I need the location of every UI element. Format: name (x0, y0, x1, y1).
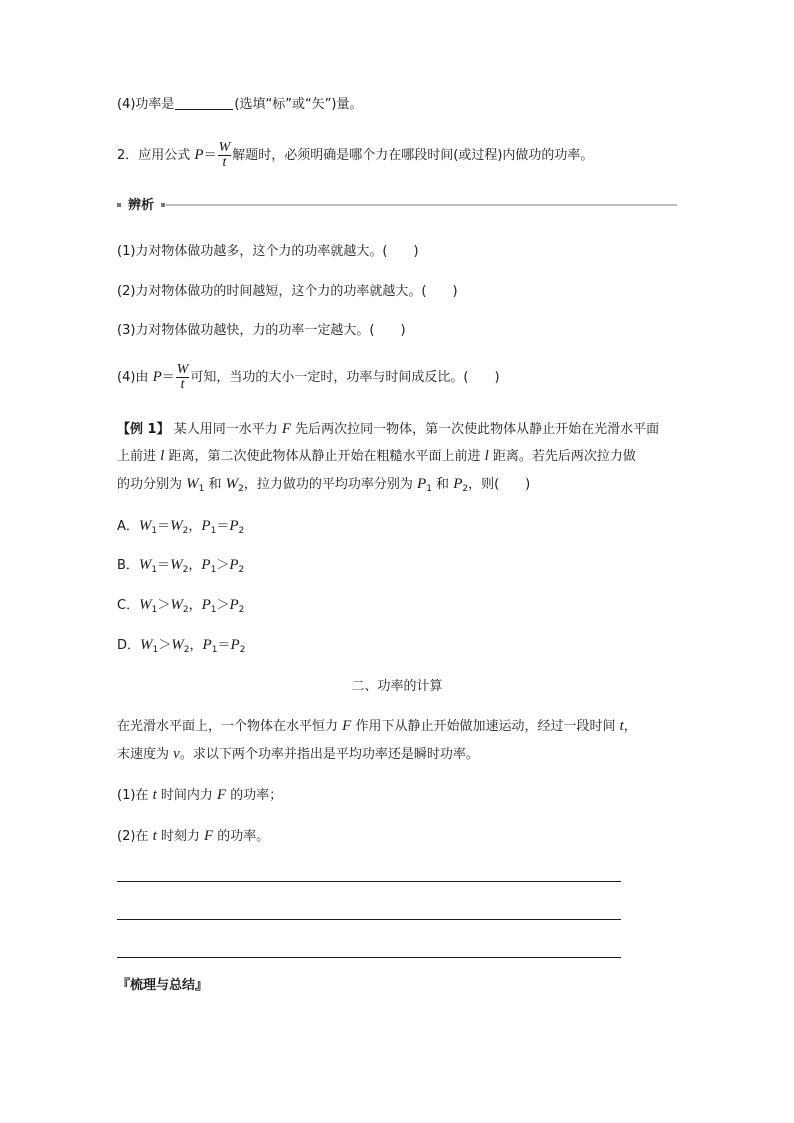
relation: ＞ (158, 638, 172, 653)
text: 的功率； (226, 788, 283, 803)
problem-line-2 (117, 744, 479, 765)
subscript: 1 (151, 526, 158, 536)
fraction-numerator: W (176, 362, 189, 377)
question-4 (117, 95, 363, 115)
text: 的功分别为 (117, 477, 187, 492)
subscript: 2 (182, 565, 189, 575)
separator: ， (188, 558, 202, 573)
judge-item: (1)力对物体做功越多，这个力的功率就越大。( ) (117, 244, 419, 259)
problem-question-1 (117, 785, 282, 806)
force-symbol: F (342, 718, 352, 734)
text: 距离，第二次使此物体从静止开始在粗糙水平面上前进 (164, 449, 485, 464)
subscript: 1 (151, 565, 158, 575)
option-letter: B． (117, 558, 139, 573)
item2-prefix: 2．应用公式 (117, 148, 195, 163)
text: ，则( ) (468, 477, 531, 492)
power-fraction (176, 363, 190, 392)
text: 某人用同一水平力 (169, 422, 282, 437)
distance-symbol: l (160, 448, 165, 464)
subscript: 2 (238, 605, 245, 615)
time-symbol: t (152, 787, 157, 803)
relation: ＝ (216, 519, 230, 534)
subscript: 2 (239, 645, 246, 655)
force-symbol: F (281, 421, 292, 437)
time-symbol: t (619, 718, 624, 734)
subscript: 1 (210, 526, 217, 536)
q4-prefix: (4)功率是 (117, 97, 175, 112)
power-symbol: P (194, 147, 204, 163)
work-symbol: W (139, 597, 152, 613)
work-symbol: W (186, 476, 199, 492)
example-line-1 (117, 419, 659, 440)
subscript: 2 (238, 526, 245, 536)
power-symbol: P (201, 518, 211, 534)
text: (1)在 (117, 788, 153, 803)
text: 末速度为 (117, 747, 174, 762)
separator: ， (188, 598, 202, 613)
power-symbol: P (230, 637, 240, 653)
section-header-bianxi (117, 196, 677, 216)
separator: ， (189, 638, 203, 653)
answer-line (117, 957, 621, 958)
work-symbol: W (170, 597, 183, 613)
option-c (117, 595, 244, 620)
answer-line (117, 881, 621, 882)
force-symbol: F (217, 787, 227, 803)
work-symbol: W (138, 518, 152, 534)
judge-item-4 (117, 360, 500, 395)
power-symbol: P (201, 597, 211, 613)
force-symbol: F (204, 828, 214, 844)
text: 时间内力 (156, 788, 217, 803)
bullet-square-icon (117, 203, 121, 207)
work-symbol: W (170, 518, 183, 534)
power-symbol: P (229, 597, 239, 613)
power-symbol: P (417, 476, 427, 492)
equals-sign: ＝ (203, 148, 217, 163)
relation: ＞ (216, 558, 230, 573)
power-symbol: P (201, 557, 211, 573)
subscript: 1 (210, 565, 217, 575)
option-letter: A． (117, 519, 139, 534)
text: 时刻力 (156, 829, 204, 844)
subscript: 1 (152, 645, 159, 655)
example-tag: 【例 1】 (117, 422, 170, 437)
text: 的功率。 (213, 829, 270, 844)
power-symbol: P (229, 518, 239, 534)
section-2-title: 二、功率的计算 (351, 679, 443, 694)
bullet-square-icon (161, 203, 165, 207)
answer-blank (175, 95, 233, 110)
item-2-formula-note (117, 138, 593, 173)
text: 和 (204, 477, 226, 492)
work-symbol: W (171, 637, 184, 653)
text: ，拉力做功的平均功率分别为 (243, 477, 418, 492)
work-symbol: W (138, 557, 152, 573)
subscript: 2 (238, 484, 244, 494)
text: ， (623, 719, 637, 734)
subscript: 2 (462, 484, 469, 494)
section-title: 辨析 (128, 198, 155, 213)
option-b (117, 555, 244, 580)
option-letter: C． (117, 598, 140, 613)
fraction-denominator: t (180, 377, 185, 392)
text: 上前进 (117, 449, 161, 464)
power-fraction (218, 141, 232, 170)
fraction-numerator: W (218, 140, 231, 155)
judge-item: (2)力对物体做功的时间越短，这个力的功率就越大。( ) (117, 284, 458, 299)
subscript: 1 (211, 645, 218, 655)
relation: ＞ (157, 598, 171, 613)
text: 。求以下两个功率并指出是平均功率还是瞬时功率。 (179, 747, 479, 762)
subscript: 1 (210, 605, 217, 615)
equals-sign: ＝ (161, 370, 175, 385)
relation: ＝ (157, 558, 171, 573)
summary-heading: 『梳理与总结』 (117, 978, 209, 993)
fraction-denominator: t (222, 155, 227, 170)
q4-suffix: (选填“标”或“矢”)量。 (234, 97, 363, 112)
judge4-prefix: (4)由 (117, 370, 153, 385)
power-symbol: P (453, 476, 463, 492)
text: 先后两次拉同一物体，第一次使此物体从静止开始在光滑水平面 (291, 422, 660, 437)
problem-question-2 (117, 826, 269, 847)
section-divider (166, 204, 677, 206)
item2-suffix: 解题时，必须明确是哪个力在哪段时间(或过程)内做功的功率。 (232, 148, 594, 163)
relation: ＝ (217, 638, 231, 653)
text: 和 (431, 477, 454, 492)
text: 作用下从静止开始做加速运动，经过一段时间 (351, 719, 620, 734)
subscript: 2 (238, 565, 245, 575)
relation: ＞ (216, 598, 230, 613)
answer-line (117, 919, 621, 920)
velocity-symbol: v (173, 746, 180, 762)
subscript: 2 (183, 645, 190, 655)
subscript: 1 (426, 484, 432, 494)
problem-line-1 (117, 716, 637, 737)
judge-item: (3)力对物体做功越快，力的功率一定越大。( ) (117, 323, 406, 338)
option-letter: D． (117, 638, 141, 653)
text: 在光滑水平面上，一个物体在水平恒力 (117, 719, 343, 734)
example-line-3 (117, 474, 530, 499)
power-symbol: P (152, 369, 162, 385)
subscript: 2 (182, 526, 189, 536)
work-symbol: W (225, 476, 239, 492)
judge4-suffix: 可知，当功的大小一定时，功率与时间成反比。( ) (190, 370, 500, 385)
option-d (117, 635, 245, 660)
work-symbol: W (170, 557, 183, 573)
subscript: 1 (151, 605, 158, 615)
text: (2)在 (117, 829, 153, 844)
power-symbol: P (202, 637, 212, 653)
separator: ， (188, 519, 202, 534)
relation: ＝ (157, 519, 171, 534)
example-line-2 (117, 446, 636, 467)
subscript: 2 (182, 605, 189, 615)
time-symbol: t (152, 828, 157, 844)
text: 距离。若先后两次拉力做 (488, 449, 636, 464)
work-symbol: W (140, 637, 153, 653)
option-a (117, 516, 244, 541)
subscript: 1 (198, 484, 205, 494)
distance-symbol: l (484, 448, 489, 464)
power-symbol: P (229, 557, 239, 573)
